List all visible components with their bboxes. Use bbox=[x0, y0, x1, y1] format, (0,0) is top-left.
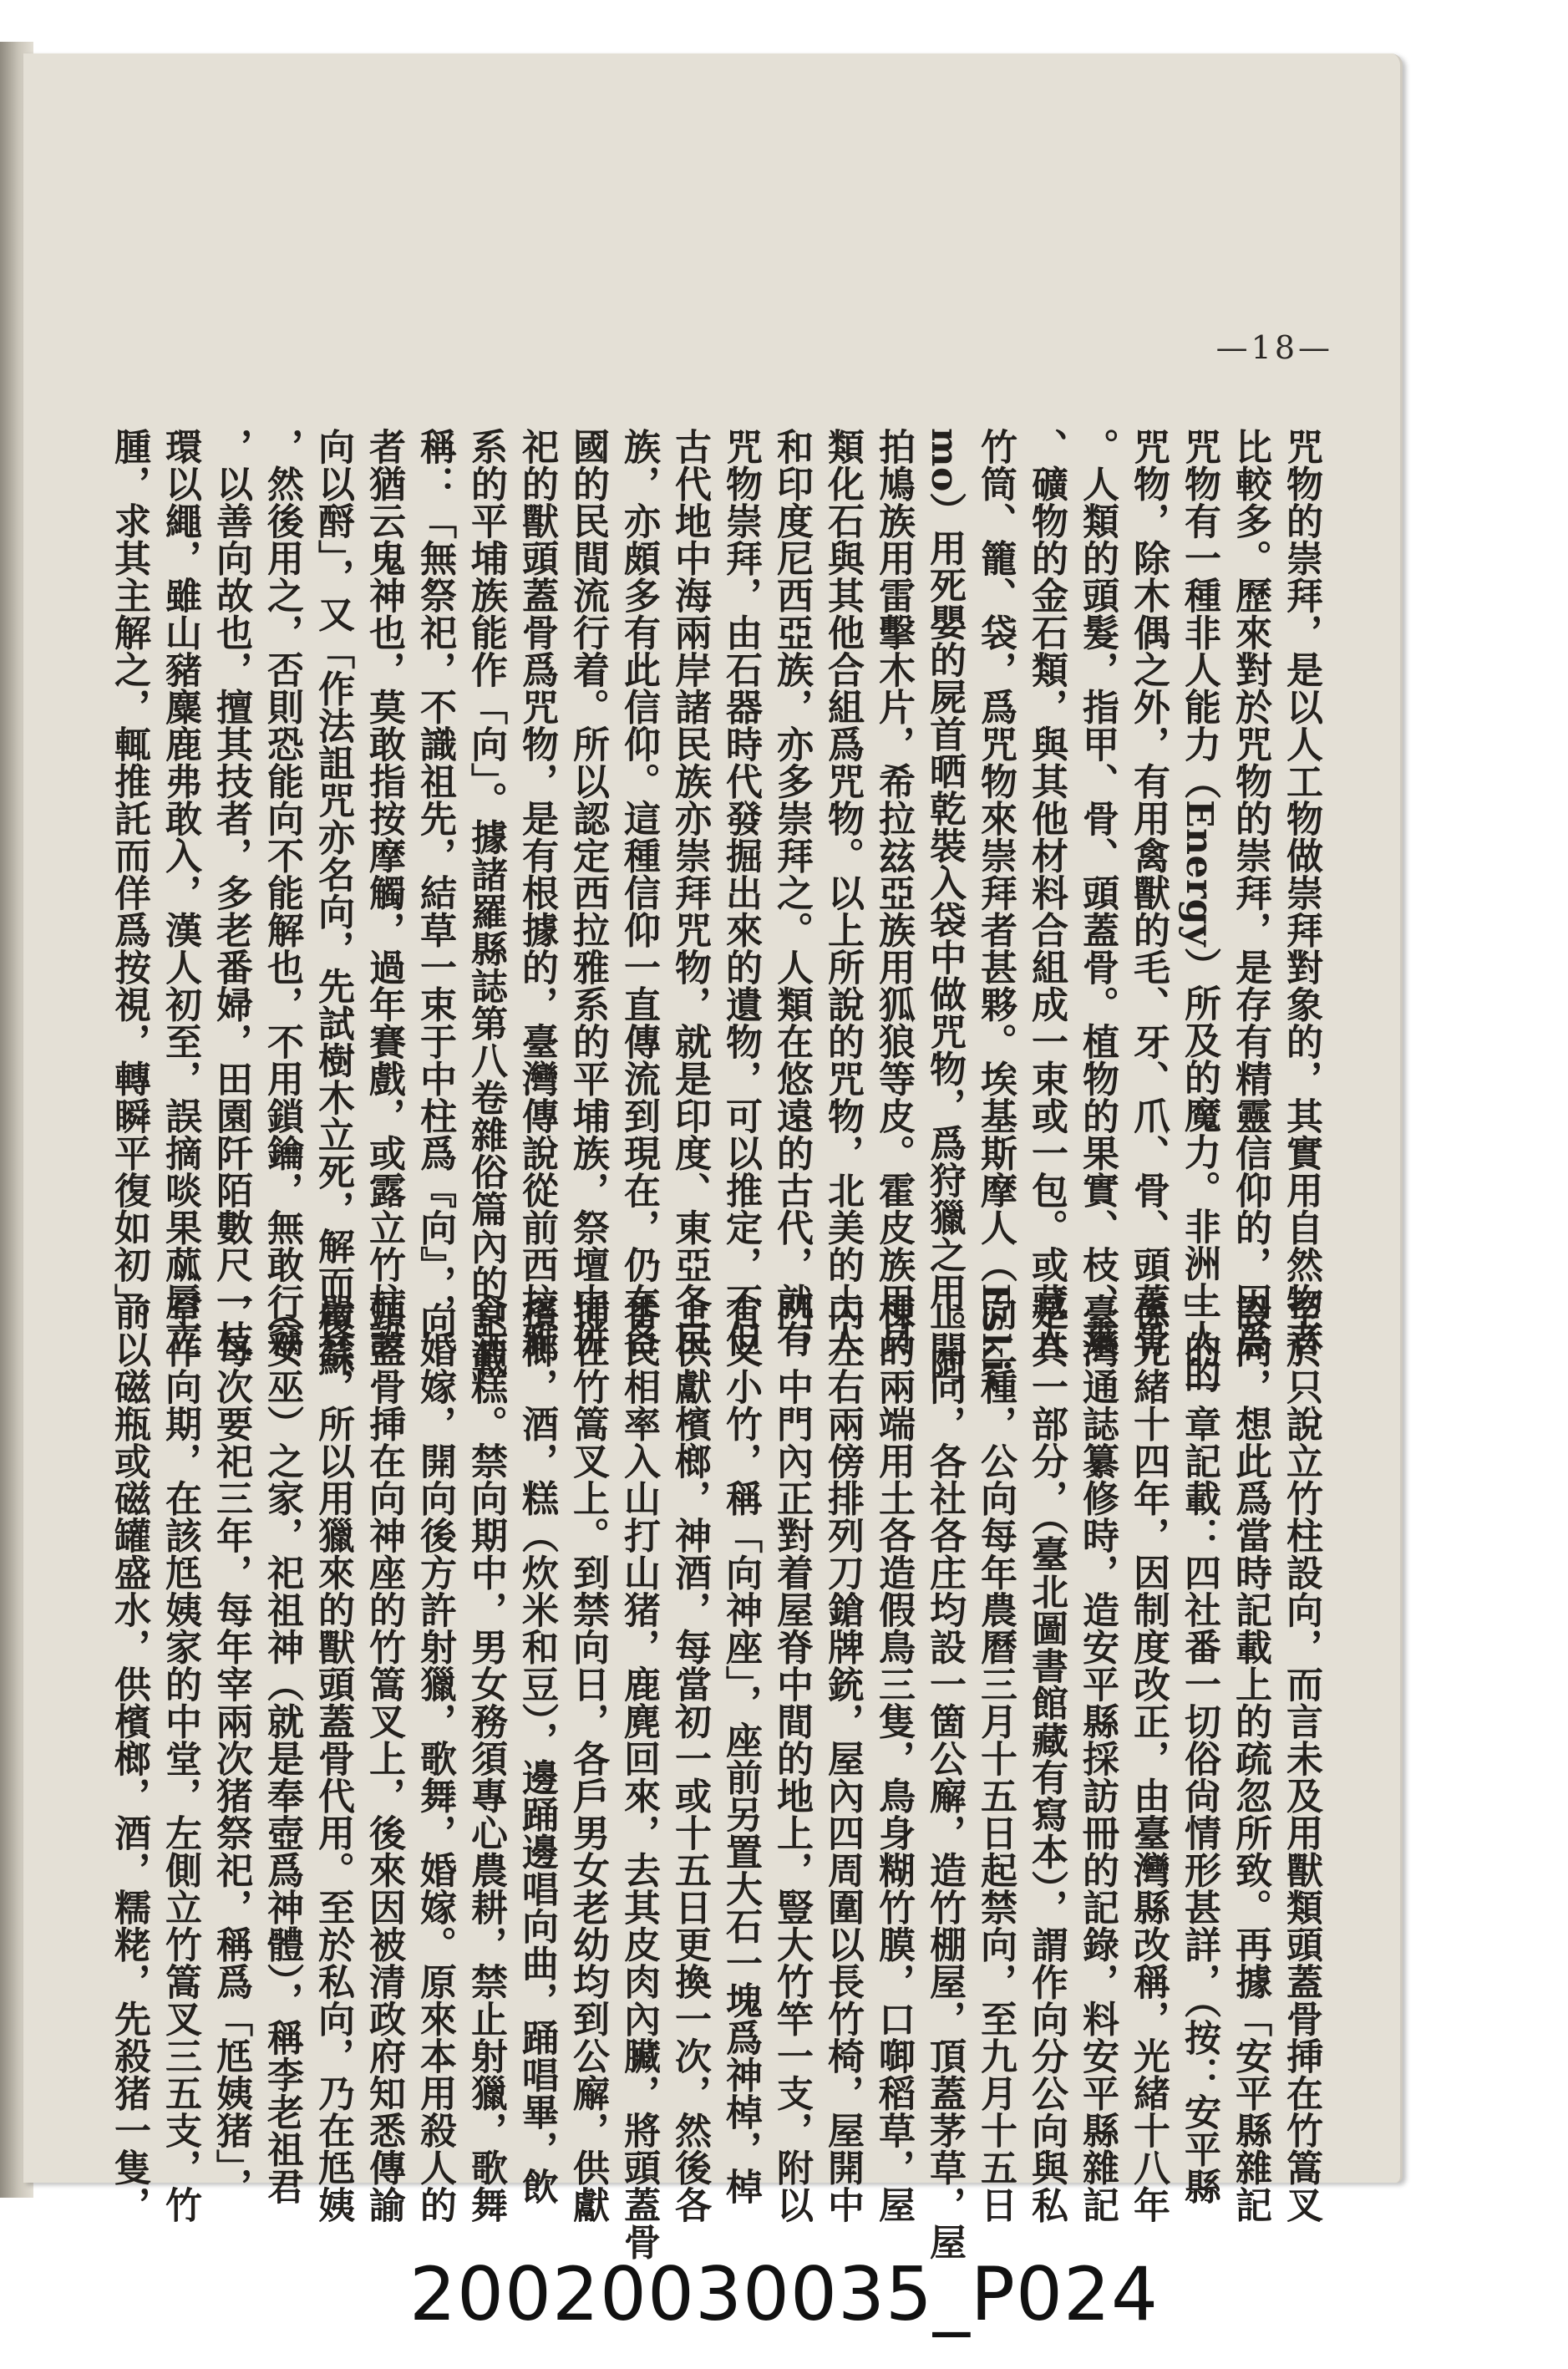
text-column: 類化石與其他合組爲咒物。以上所說的咒物，北美的土人 bbox=[821, 428, 864, 1358]
text-column: 腫，求其主解之，輒推託而佯爲按視，轉瞬平復如初」。 bbox=[108, 428, 150, 1340]
text-column: 設向，想此爲當時記載上的疏忽所致。再據「安平縣雜記 bbox=[1229, 1294, 1271, 2224]
text-column: 。人類的頭髮，指甲、骨、頭蓋骨。植物的果實、枝、葉 bbox=[1076, 428, 1119, 1358]
scan-id-caption: 20020030035_P024 bbox=[409, 2251, 1159, 2337]
text-column: 係光緒十四年，因制度改正，由臺灣縣改稱，光緒十八年 bbox=[1127, 1294, 1170, 2224]
text-column: 臺灣通誌纂修時，造安平縣採訪冊的記錄，料安平縣雜記 bbox=[1076, 1294, 1119, 2224]
text-column: 咒物有一種非人能力（Energy）所及的魔力。非洲土人的 bbox=[1178, 428, 1220, 1394]
page-number: —18— bbox=[1215, 329, 1333, 366]
text-column: 咒物崇拜，由石器時代發掘出來的遺物，可以推定，不但 bbox=[719, 428, 762, 1358]
text-column: 棟的兩端用土各造假鳥三隻，鳥身糊竹膜，口啣稻草，屋 bbox=[872, 1294, 915, 2224]
text-column: ，然後用之，否則恐能向不能解也，不用鎖鑰，無敢行竊 bbox=[261, 428, 303, 1358]
text-column: （女巫）之家，祀祖神（就是奉壺爲神體），稱李老祖君 bbox=[261, 1294, 303, 2205]
text-column: 前以磁瓶或磁罐盛水，供檳榔，酒，糯粩，先殺猪一隻， bbox=[108, 1294, 150, 2224]
text-column: 內左右兩傍排列刀鎗牌銃，屋內四周圍以長竹椅，屋開中 bbox=[821, 1294, 864, 2224]
text-column: 咒物，除木偶之外，有用禽獸的毛、牙、爪、骨、頭蓋骨 bbox=[1127, 428, 1170, 1358]
text-column: 祀的獸頭蓋骨爲咒物，是有根據的，臺灣傳說從前西拉雅 bbox=[515, 428, 558, 1358]
text-column: 嚴禁，所以用獵來的獸頭蓋骨代用。至於私向，乃在尪姨 bbox=[312, 1294, 354, 2224]
text-column: 竹筒、籠、袋，爲咒物來崇拜者甚夥。埃基斯摩人（Eski- bbox=[974, 428, 1017, 1389]
upper-text-block bbox=[104, 428, 1325, 1394]
text-column: 」的一章記載：四社番一切俗尙情形甚詳，（按：安平縣 bbox=[1178, 1294, 1220, 2205]
text-column: 至於只說立竹柱設向，而言未及用獸類頭蓋骨挿在竹篙叉 bbox=[1280, 1294, 1322, 2224]
text-column: 上供獻檳榔，神酒，每當初一或十五日更換一次，然後各 bbox=[668, 1294, 711, 2224]
text-column: 門，中門內正對着屋脊中間的地上，豎大竹竿一支，附以 bbox=[770, 1294, 813, 2224]
text-column: 系的平埔族能作「向」。據諸羅縣誌第八卷雜俗篇內的記載 bbox=[464, 428, 507, 1376]
text-column: 至作向期，在該尪姨家的中堂，左側立竹篙叉三五支，竹 bbox=[159, 1294, 201, 2224]
text-column: mo）用死嬰的屍首晒乾裝入袋中做咒物，爲狩獵之用。阿 bbox=[923, 428, 966, 1385]
text-column: 向二種，公向每年農曆三月十五日起禁向，至九月十五日 bbox=[974, 1294, 1017, 2224]
text-column: 是其一部分，（臺北圖書館藏有寫本），謂作向分公向與私 bbox=[1025, 1294, 1068, 2224]
text-column: 拍鳩族用雷擊木片，希拉玆亞族用狐狼等皮。霍皮族用貝 bbox=[872, 428, 915, 1358]
text-column: 向以酹」，又「作法詛咒亦名向，先試樹木立死，解而復蘇 bbox=[312, 428, 354, 1376]
text-column: ，婚嫁，開向後方許射獵，歌舞，婚嫁。原來本用殺人的 bbox=[414, 1294, 456, 2224]
lower-text-block bbox=[104, 1294, 1325, 2260]
text-column: 國的民間流行着。所以認定西拉雅系的平埔族，祭壇中併 bbox=[566, 428, 609, 1358]
text-column: 比較多。歷來對於咒物的崇拜，是存有精靈信仰的，因爲 bbox=[1229, 428, 1271, 1358]
text-column: 咒物的崇拜，是以人工物做崇拜對象的，其實用自然物者 bbox=[1280, 428, 1322, 1358]
text-column: 頭蓋骨挿在向神座的竹篙叉上，後來因被清政府知悉傳諭 bbox=[363, 1294, 405, 2224]
text-column: 者猶云鬼神也，莫敢指按摩觸，過年賽戲，或露立竹柱設 bbox=[363, 428, 405, 1358]
text-column: ，每次要祀三年，每年宰兩次猪祭祀，稱爲「尪姨猪」， bbox=[210, 1294, 252, 2205]
text-column: 挿在竹篙叉上。到禁向日，各戶男女老幼均到公廨，供獻 bbox=[566, 1294, 609, 2224]
text-column: 番民相率入山打山猪，鹿麂回來，去其皮肉內臟，將頭蓋骨 bbox=[617, 1294, 660, 2260]
text-column: 檳榔，酒，糕（炊米和豆），邊踊邊唱向曲，踊唱畢，飲 bbox=[515, 1294, 558, 2205]
text-column: 止開向，各社各庄均設一箇公廨，造竹棚屋，頂蓋茅草，屋 bbox=[923, 1294, 966, 2260]
text-column: 和印度尼西亞族，亦多崇拜之。人類在悠遠的古代，就有 bbox=[770, 428, 813, 1358]
text-column: 古代地中海兩岸諸民族亦崇拜咒物，就是印度、東亞各民 bbox=[668, 428, 711, 1358]
text-column: 稱：「無祭祀，不識祖先，結草一束于中柱爲『向』，向 bbox=[414, 428, 456, 1340]
text-column: 環以繩，雖山豬麋鹿弗敢入，漢人初至，誤摘啖果蓏脣立 bbox=[159, 428, 201, 1358]
text-column: 族，亦頗多有此信仰。這種信仰一直傳流到現在，仍在各 bbox=[617, 428, 660, 1358]
book-page bbox=[23, 53, 1403, 2260]
text-column: ，以善向故也，擅其技者，多老番婦，田園阡陌數尺一枝 bbox=[210, 428, 252, 1358]
text-column: 、礦物的金石類，與其他材料合組成一束或一包。或藏入 bbox=[1025, 428, 1068, 1358]
text-column: 食酒糕。禁向期中，男女務須專心農耕，禁止射獵，歌舞 bbox=[464, 1294, 507, 2224]
text-column: 有叉小竹，稱「向神座」，座前另置大石一塊爲神棹，棹 bbox=[719, 1294, 762, 2205]
